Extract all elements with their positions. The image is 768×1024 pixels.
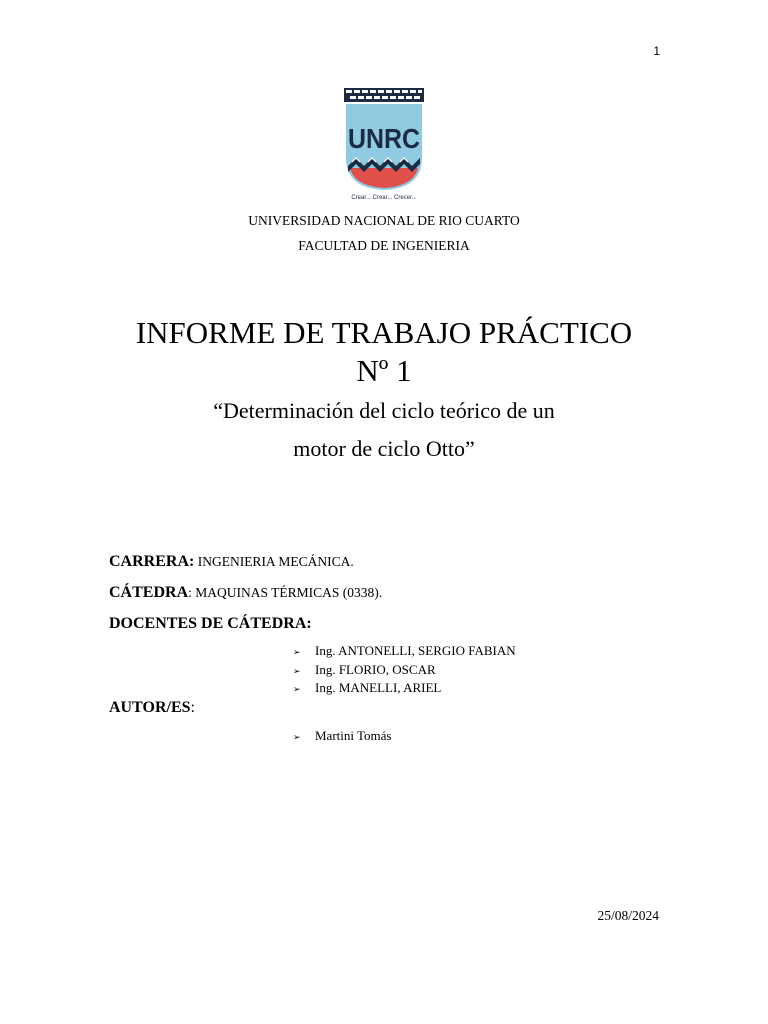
docente-name: Ing. FLORIO, OSCAR (315, 661, 436, 677)
list-item (293, 661, 516, 680)
autores-field (109, 699, 195, 717)
catedra-value: : MAQUINAS TÉRMICAS (0338). (188, 585, 383, 600)
carrera-field (109, 553, 354, 571)
autores-colon: : (190, 699, 195, 716)
svg-text:UNRC: UNRC (348, 123, 420, 154)
carrera-label: CARRERA: (109, 553, 195, 570)
autor-name: Martini Tomás (315, 728, 392, 743)
report-subtitle-line-2: motor de ciclo Otto” (293, 436, 475, 461)
carrera-value: INGENIERIA MECÁNICA. (194, 554, 354, 569)
university-name: UNIVERSIDAD NACIONAL DE RIO CUARTO (248, 213, 520, 228)
arrow-bullet-icon: ➢ (293, 733, 301, 743)
unrc-logo (344, 88, 424, 202)
docente-name: Ing. MANELLI, ARIEL (315, 680, 442, 695)
arrow-bullet-icon: ➢ (293, 685, 301, 695)
autores-label: AUTOR/ES (109, 699, 191, 716)
docentes-field (109, 615, 312, 633)
list-item (293, 642, 516, 661)
page-number: 1 (653, 44, 660, 58)
svg-text:Crear... Crear... Crecer...: Crear... Crear... Crecer... (351, 195, 417, 201)
report-title-line-2: Nº 1 (356, 353, 412, 388)
docentes-label: DOCENTES DE CÁTEDRA: (109, 615, 312, 632)
catedra-label: CÁTEDRA (109, 584, 189, 601)
report-date: 25/08/2024 (597, 908, 659, 923)
arrow-bullet-icon: ➢ (293, 648, 301, 658)
report-title-line-1: INFORME DE TRABAJO PRÁCTICO (135, 315, 633, 350)
faculty-name: FACULTAD DE INGENIERIA (298, 238, 470, 253)
docente-name: Ing. ANTONELLI, SERGIO FABIAN (315, 643, 516, 658)
report-subtitle-line-1: “Determinación del ciclo teórico de un (213, 398, 555, 423)
list-item (293, 679, 516, 698)
autores-list (293, 727, 391, 746)
list-item (293, 727, 391, 746)
docentes-list (293, 642, 516, 698)
arrow-bullet-icon: ➢ (293, 666, 301, 677)
catedra-field (109, 584, 382, 602)
